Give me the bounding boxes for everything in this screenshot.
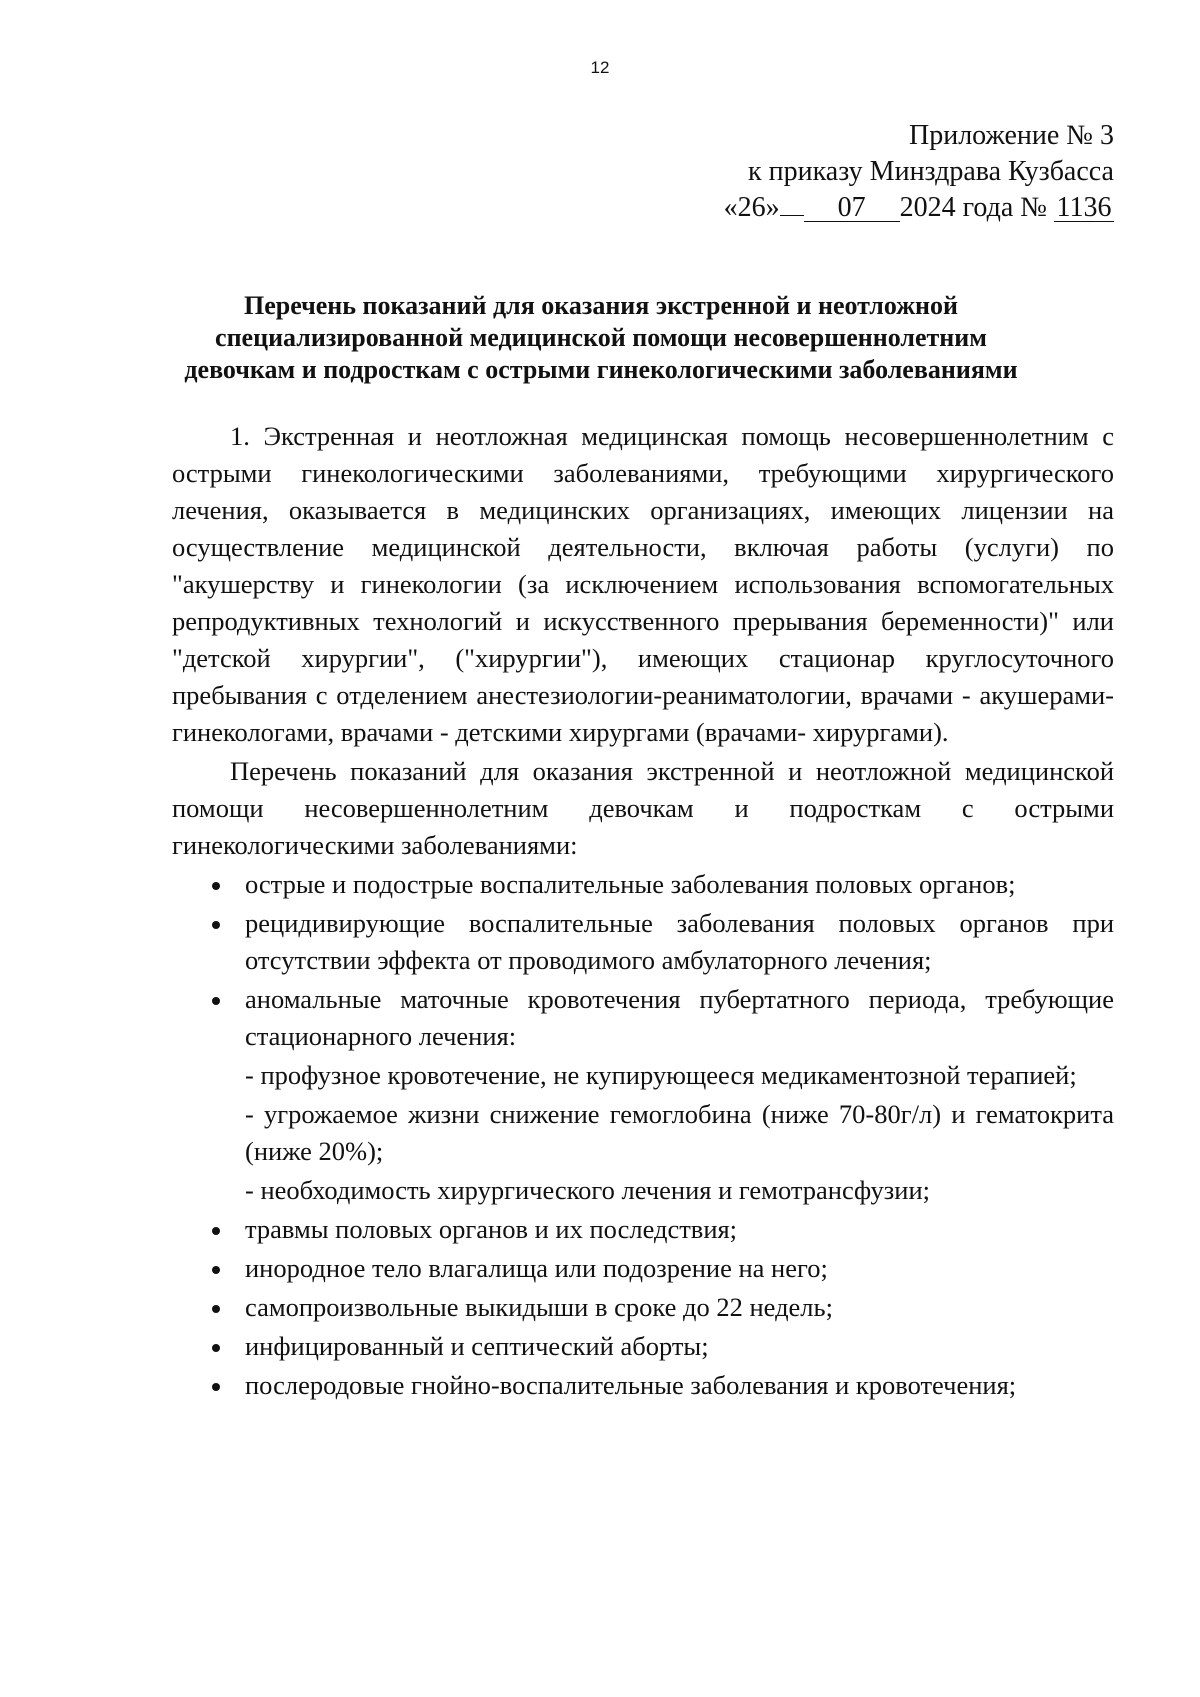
list-item: травмы половых органов и их последствия; — [172, 1211, 1114, 1248]
date-close-quote: » — [765, 192, 780, 223]
title-line-1: Перечень показаний для оказания экстренной и неотложной — [243, 291, 959, 320]
sub-item: - необходимость хирургического лечения и гемотрансфузии; — [245, 1175, 930, 1205]
paragraph-2: Перечень показаний для оказания экстренной и неотложной медицинской помощи несовершеннолетним девочкам и подросткам с острыми гинекологическими заболеваниями: — [172, 756, 1114, 860]
date-day: 26 — [737, 192, 766, 223]
bullet-icon — [212, 1266, 220, 1274]
sub-item: - профузное кровотечение, не купирующееся медикаментозной терапией; — [245, 1060, 1077, 1090]
list-item: самопроизвольные выкидыши в сроке до 22 недель; — [172, 1289, 1114, 1326]
date-open-quote: « — [723, 192, 738, 223]
order-number: 1136 — [1054, 195, 1114, 222]
indications-list-continued — [172, 1211, 1114, 1404]
list-item: аномальные маточные кровотечения пубертатного периода, требующие стационарного лечения: — [172, 981, 1114, 1055]
bullet-icon — [212, 1227, 220, 1235]
attachment-date-line — [724, 190, 1114, 226]
sub-item: - угрожаемое жизни снижение гемоглобина (ниже 70-80г/л) и гематокрита (ниже 20%); — [245, 1099, 1114, 1166]
bullet-icon — [212, 1383, 220, 1391]
list-item: острые и подострые воспалительные заболевания половых органов; — [172, 866, 1114, 903]
list-item: инфицированный и септический аборты; — [172, 1328, 1114, 1365]
title-line-2: специализированной медицинской помощи несовершеннолетним — [215, 323, 987, 352]
title-line-3: девочкам и подросткам с острыми гинекологическими заболеваниями — [184, 355, 1018, 384]
paragraph-1: 1. Экстренная и неотложная медицинская помощь несовершеннолетним с острыми гинекологическими заболеваниями, требующими хирургического лечения, оказывается в медицинских организациях, имеющих лицензии на осуществление медицинской деятельности, включая работы (услуги) по "акушерству и гинекологии (за исключением использования вспомогательных репродуктивных технологий и искусственного прерывания беременности)" или "детской хирургии", ("хирургии"), имеющих стационар круглосуточного пребывания с отделением анестезиологии-реаниматологии, врачами - акушерами-гинекологами, врачами - детскими хирургами (врачами- хирургами). — [172, 421, 1114, 747]
attachment-order-ref: к приказу Минздрава Кузбасса — [748, 156, 1114, 187]
date-year-text: 2024 года № — [899, 192, 1047, 223]
list-item: послеродовые гнойно-воспалительные заболевания и кровотечения; — [172, 1367, 1114, 1404]
document-title — [130, 290, 1072, 386]
document-body — [172, 418, 1114, 1406]
bullet-icon — [212, 1305, 220, 1313]
attachment-header — [724, 118, 1114, 226]
attachment-title: Приложение № 3 — [909, 120, 1114, 151]
bullet-icon — [212, 997, 220, 1005]
bullet-icon — [212, 1344, 220, 1352]
day-underline — [780, 215, 804, 216]
bullet-icon — [212, 921, 220, 929]
page-number: 12 — [590, 58, 610, 77]
list-item: инородное тело влагалища или подозрение на него; — [172, 1250, 1114, 1287]
date-month: 07 — [804, 195, 900, 222]
list-item: рецидивирующие воспалительные заболевания половых органов при отсутствии эффекта от проводимого амбулаторного лечения; — [172, 905, 1114, 979]
bullet-icon — [212, 882, 220, 890]
indications-list — [172, 866, 1114, 1055]
